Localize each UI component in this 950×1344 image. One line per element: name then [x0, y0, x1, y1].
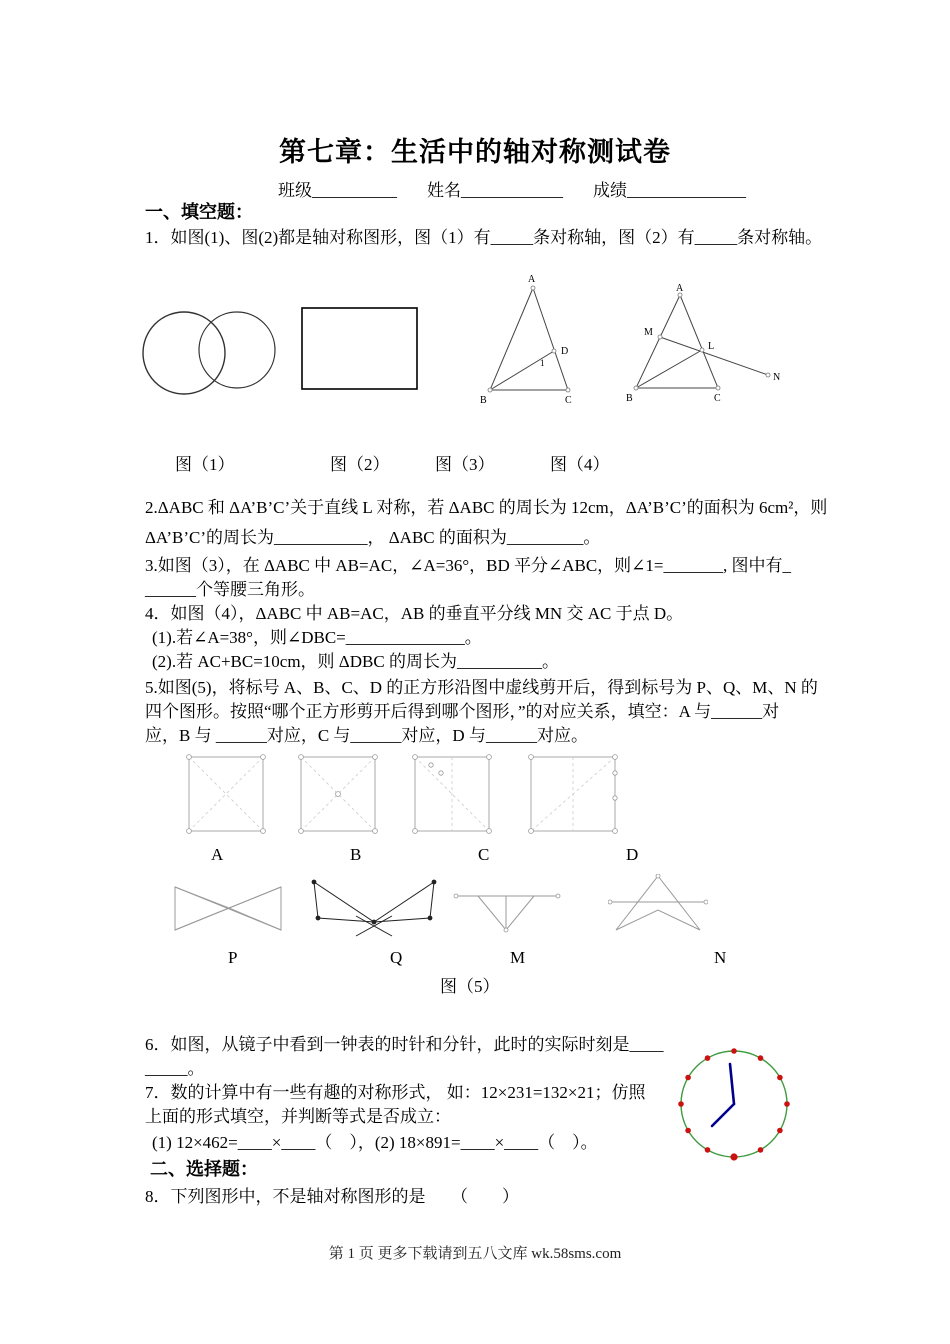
- question-4-line-1: 4．如图（4），ΔABC 中 AB=AC，AB 的垂直平分线 MN 交 AC 于点 D。: [145, 604, 684, 623]
- fig4-point-n-label: N: [773, 372, 781, 383]
- figure-5-square-c: [411, 753, 493, 837]
- figure-1-caption: 图（1）: [175, 455, 235, 474]
- figure-5-square-d: [527, 753, 619, 837]
- figure-1-circles: [138, 298, 286, 404]
- figure-4-triangle: [618, 283, 786, 405]
- figure-5-shape-p: [172, 878, 284, 938]
- section-fill-blanks-heading: 一、填空题：: [145, 202, 253, 222]
- fig3-angle-1-label: 1: [540, 358, 545, 368]
- square-d-label: D: [626, 845, 639, 864]
- figure-2-caption: 图（2）: [330, 455, 390, 474]
- shape-m-label: M: [510, 948, 526, 967]
- section-choice-heading: 二、选择题：: [150, 1159, 258, 1179]
- figure-2-rectangle: [300, 306, 420, 392]
- question-3-line-2: ______个等腰三角形。: [145, 580, 315, 599]
- figure-5-shape-q: [308, 876, 440, 938]
- score-field: 成绩______________: [593, 181, 746, 200]
- question-7-line-3: (1) 12×462=____×____（ ），(2) 18×891=____×____（ ）。: [152, 1133, 598, 1152]
- question-6-line-2: _____。: [145, 1059, 205, 1078]
- question-2-line-1: 2.ΔABC 和 ΔA’B’C’关于直线 L 对称，若 ΔABC 的周长为 12cm，ΔA’B’C’的面积为 6cm²，则: [145, 498, 828, 517]
- question-7-line-2: 上面的形式填空，并判断等式是否成立：: [145, 1107, 451, 1126]
- shape-n-label: N: [714, 948, 727, 967]
- question-5-line-3: 应，B 与 ______对应，C 与______对应，D 与______对应。: [145, 726, 588, 745]
- question-2-line-2: ΔA’B’C’的周长为___________， ΔABC 的面积为_________。: [145, 528, 601, 547]
- figure-5-shape-m: [448, 880, 566, 936]
- question-5-line-1: 5.如图(5)，将标号 A、B、C、D 的正方形沿图中虚线剪开后，得到标号为 P、Q、M、N 的: [145, 678, 818, 697]
- fig4-point-c-label: C: [714, 393, 721, 404]
- clock-hands: [712, 1064, 734, 1126]
- page-footer: 第 1 页 更多下载请到五八文库 wk.58sms.com: [328, 1246, 622, 1262]
- figure-5-square-b: [297, 753, 379, 837]
- square-a-label: A: [211, 845, 224, 864]
- figure-5-square-a: [185, 753, 267, 837]
- question-3-line-1: 3.如图（3），在 ΔABC 中 AB=AC，∠A=36°，BD 平分∠ABC，则∠1=_______, 图中有_: [145, 556, 792, 575]
- fig3-point-a-label: A: [528, 274, 536, 285]
- page-title: 第七章：生活中的轴对称测试卷: [279, 137, 671, 167]
- name-field: 姓名____________: [427, 181, 563, 200]
- fig4-point-a-label: A: [676, 283, 684, 294]
- class-field: 班级__________: [278, 181, 397, 200]
- figure-5-caption: 图（5）: [440, 977, 500, 996]
- question-8: 8．下列图形中，不是轴对称图形的是 （ ）: [145, 1187, 519, 1206]
- figure-3-triangle: [478, 272, 593, 406]
- figure-4-caption: 图（4）: [550, 455, 610, 474]
- figure-5-shape-n: [608, 874, 708, 936]
- shape-p-label: P: [228, 948, 238, 967]
- square-c-label: C: [478, 845, 490, 864]
- square-b-label: B: [350, 845, 362, 864]
- question-6-line-1: 6．如图，从镜子中看到一钟表的时针和分针，此时的实际时刻是____: [145, 1035, 664, 1054]
- mirror-clock-figure: [672, 1042, 796, 1166]
- fig3-point-c-label: C: [565, 395, 572, 406]
- question-4-line-3: (2).若 AC+BC=10cm，则 ΔDBC 的周长为__________。: [152, 652, 559, 671]
- question-1: 1．如图(1)、图(2)都是轴对称图形，图（1）有_____条对称轴，图（2）有_____条对称轴。: [145, 228, 823, 247]
- question-4-line-2: (1).若∠A=38°，则∠DBC=______________。: [152, 628, 482, 647]
- fig4-point-b-label: B: [626, 393, 633, 404]
- question-5-line-2: 四个图形。按照“哪个正方形剪开后得到哪个图形，”的对应关系，填空：A 与______对: [145, 702, 780, 721]
- question-7-line-1: 7．数的计算中有一些有趣的对称形式， 如：12×231=132×21；仿照: [145, 1083, 646, 1102]
- fig3-point-d-label: D: [561, 346, 569, 357]
- fig3-point-b-label: B: [480, 395, 487, 406]
- fig4-point-m-label: M: [644, 327, 653, 338]
- figure-3-caption: 图（3）: [435, 455, 495, 474]
- shape-q-label: Q: [390, 948, 403, 967]
- fig4-point-l-label: L: [708, 341, 715, 352]
- header-fields: [278, 176, 746, 201]
